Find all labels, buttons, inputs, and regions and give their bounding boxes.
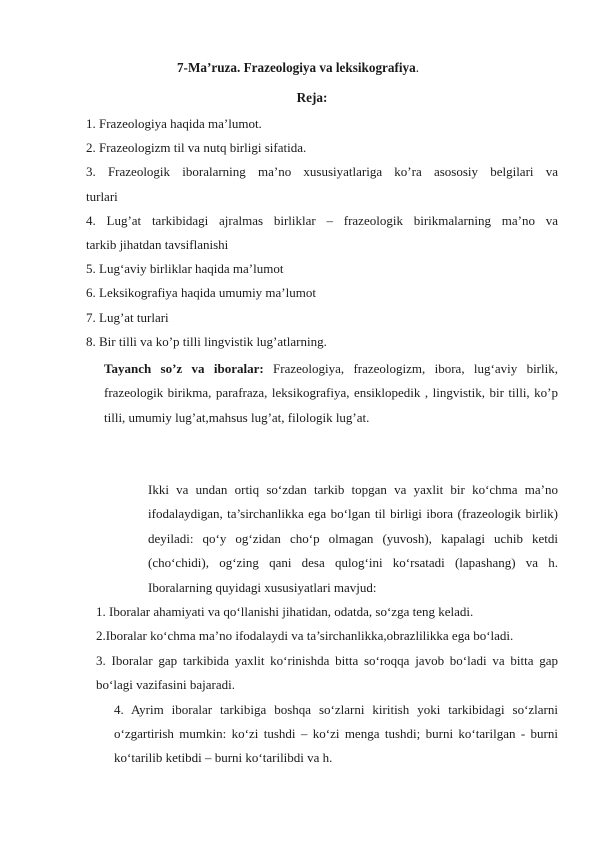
plan-item-4-line1: 4. Lug’at tarkibidagi ajralmas birliklar – frazeologik birikmalarning ma’no va <box>86 212 558 228</box>
plan-item-8: 8. Bir tilli va ko’p tilli lingvistik lug’atlarning. <box>86 333 327 349</box>
plan-item-2: 2. Frazeologizm til va nutq birligi sifatida. <box>86 140 307 156</box>
body-point-4: 4. Ayrim iboralar tarkibiga boshqa so‘zlarni kiritish yoki tarkibidagi so‘zlarni o‘zgartirish mumkin: ko‘zi tushdi – ko‘zi menga tushdi; burni ko‘tarilgan - burni ko‘tarilib ketibdi – burni ko‘tarilibdi va h. <box>114 701 558 766</box>
plan-item-4-line2: tarkib jihatdan tavsiflanishi <box>86 237 229 253</box>
body-paragraph-1: Ikki va undan ortiq so‘zdan tarkib topgan va yaxlit bir ko‘chma ma’no ifodalaydigan, ta’sirchanlikka ega bo‘lgan til birligi ibora (frazeologik birlik) deyiladi: qo‘y og‘zidan cho‘p olmagan (yuvosh), kapalagi uchib ketdi (cho‘chidi), og‘zing qani desa qulog‘ini ko‘rsatadi (lapashang) va h. Iboralarning quyidagi xususiyatlari mavjud: <box>148 482 558 595</box>
keywords-block <box>86 357 558 430</box>
plan-item-1: 1. Frazeologiya haqida ma’lumot. <box>86 116 262 131</box>
keywords-label: Tayanch so’z va iboralar: <box>104 361 264 376</box>
body-point-2: 2.Iboralar ko‘chma ma’no ifodalaydi va ta’sirchanlikka,obrazlilikka ega bo‘ladi. <box>96 628 514 644</box>
plan-heading: Reja: <box>296 90 328 105</box>
lecture-title-text: 7-Ma’ruza. Frazeologiya va leksikografiya <box>176 60 416 75</box>
lecture-title <box>0 60 596 76</box>
body-block <box>86 478 558 771</box>
keywords-text: Frazeologiya, frazeologizm, ibora, lug‘aviy birlik, frazeologik birikma, parafraza, leksikografiya, ensiklopedik , lingvistik, bir tilli, ko’p tilli, umumiy lug’at,mahsus lug’at, filologik lug’at. <box>104 361 558 425</box>
plan-list <box>86 112 558 354</box>
body-point-3: 3. Iboralar gap tarkibida yaxlit ko‘rinishda bitta so‘roqqa javob bo‘ladi va bitta gap bo‘lagi vazifasini bajaradi. <box>96 652 558 693</box>
plan-item-5: 5. Lug‘aviy birliklar haqida ma’lumot <box>86 261 284 277</box>
plan-item-7: 7. Lug’at turlari <box>86 309 169 325</box>
plan-item-3-line2: turlari <box>86 188 118 204</box>
plan-item-6: 6. Leksikografiya haqida umumiy ma’lumot <box>86 285 316 301</box>
plan-item-3-line1: 3. Frazeologik iboralarning ma’no xususiyatlariga ko’ra asososiy belgilari va <box>86 164 558 180</box>
lecture-title-period: . <box>415 60 420 75</box>
body-point-1: 1. Iboralar ahamiyati va qo‘llanishi jihatidan, odatda, so‘zga teng keladi. <box>96 604 474 620</box>
keywords-paragraph <box>86 357 558 430</box>
